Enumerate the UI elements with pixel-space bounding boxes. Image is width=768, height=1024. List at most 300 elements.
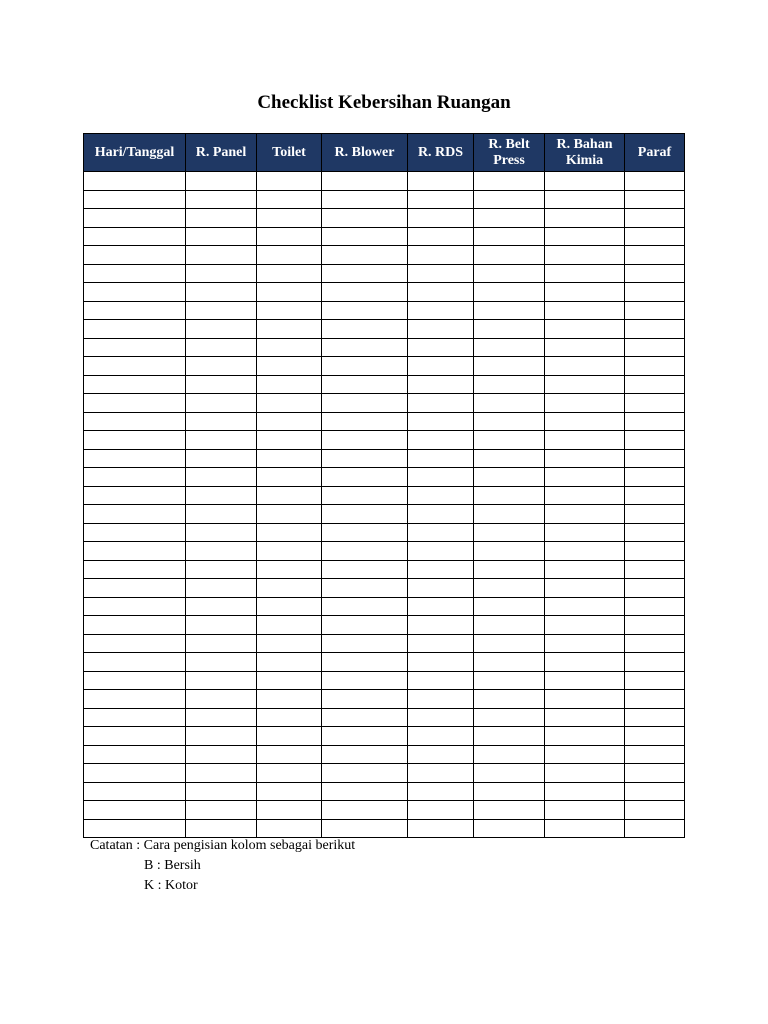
table-cell[interactable]: [474, 523, 545, 542]
column-header-r-belt-press: R. Belt Press: [474, 134, 545, 172]
table-cell[interactable]: [408, 357, 474, 376]
table-cell[interactable]: [625, 431, 685, 450]
table-cell[interactable]: [322, 264, 408, 283]
table-cell[interactable]: [625, 653, 685, 672]
table-cell[interactable]: [84, 394, 186, 413]
table-cell[interactable]: [84, 338, 186, 357]
table-cell[interactable]: [322, 486, 408, 505]
table-cell[interactable]: [545, 634, 625, 653]
table-cell[interactable]: [625, 597, 685, 616]
table-cell[interactable]: [408, 523, 474, 542]
table-cell[interactable]: [186, 283, 257, 302]
column-header-hari-tanggal: Hari/Tanggal: [84, 134, 186, 172]
table-cell[interactable]: [625, 375, 685, 394]
table-cell[interactable]: [186, 727, 257, 746]
table-cell[interactable]: [257, 801, 322, 820]
table-cell[interactable]: [186, 375, 257, 394]
table-cell[interactable]: [545, 597, 625, 616]
table-cell[interactable]: [322, 579, 408, 598]
table-cell[interactable]: [257, 338, 322, 357]
table-cell[interactable]: [625, 560, 685, 579]
table-cell[interactable]: [474, 449, 545, 468]
table-cell[interactable]: [474, 560, 545, 579]
table-cell[interactable]: [322, 727, 408, 746]
table-cell[interactable]: [257, 560, 322, 579]
table-cell[interactable]: [545, 227, 625, 246]
table-cell[interactable]: [408, 579, 474, 598]
table-cell[interactable]: [545, 375, 625, 394]
table-cell[interactable]: [474, 819, 545, 838]
table-cell[interactable]: [474, 727, 545, 746]
table-cell[interactable]: [545, 745, 625, 764]
table-cell[interactable]: [545, 523, 625, 542]
table-cell[interactable]: [625, 246, 685, 265]
table-cell[interactable]: [625, 634, 685, 653]
table-cell[interactable]: [186, 301, 257, 320]
table-cell[interactable]: [257, 486, 322, 505]
table-cell[interactable]: [625, 338, 685, 357]
table-cell[interactable]: [408, 801, 474, 820]
table-cell[interactable]: [474, 690, 545, 709]
table-cell[interactable]: [474, 264, 545, 283]
table-cell[interactable]: [257, 375, 322, 394]
table-cell[interactable]: [322, 764, 408, 783]
table-cell[interactable]: [474, 338, 545, 357]
table-cell[interactable]: [474, 708, 545, 727]
table-cell[interactable]: [186, 708, 257, 727]
table-cell[interactable]: [186, 671, 257, 690]
table-cell[interactable]: [322, 375, 408, 394]
column-header-paraf: Paraf: [625, 134, 685, 172]
table-cell[interactable]: [625, 727, 685, 746]
table-cell[interactable]: [625, 468, 685, 487]
table-cell[interactable]: [257, 412, 322, 431]
table-cell[interactable]: [545, 320, 625, 339]
table-cell[interactable]: [186, 190, 257, 209]
table-cell[interactable]: [408, 819, 474, 838]
notes-section: [90, 836, 355, 896]
table-cell[interactable]: [257, 394, 322, 413]
table-cell[interactable]: [322, 412, 408, 431]
table-cell[interactable]: [84, 708, 186, 727]
table-cell[interactable]: [84, 246, 186, 265]
table-cell[interactable]: [186, 634, 257, 653]
table-cell[interactable]: [408, 616, 474, 635]
table-cell[interactable]: [322, 523, 408, 542]
table-cell[interactable]: [474, 597, 545, 616]
table-cell[interactable]: [474, 301, 545, 320]
table-cell[interactable]: [545, 338, 625, 357]
table-row: [84, 227, 685, 246]
table-cell[interactable]: [186, 819, 257, 838]
table-cell[interactable]: [257, 246, 322, 265]
table-cell[interactable]: [408, 486, 474, 505]
table-cell[interactable]: [625, 542, 685, 561]
table-cell[interactable]: [625, 486, 685, 505]
table-cell[interactable]: [84, 301, 186, 320]
table-cell[interactable]: [625, 357, 685, 376]
table-cell[interactable]: [474, 227, 545, 246]
table-cell[interactable]: [84, 764, 186, 783]
table-cell[interactable]: [545, 468, 625, 487]
table-cell[interactable]: [408, 375, 474, 394]
table-cell[interactable]: [84, 209, 186, 228]
table-cell[interactable]: [322, 227, 408, 246]
table-cell[interactable]: [625, 283, 685, 302]
table-cell[interactable]: [408, 653, 474, 672]
table-cell[interactable]: [322, 505, 408, 524]
table-cell[interactable]: [545, 671, 625, 690]
table-cell[interactable]: [186, 579, 257, 598]
table-cell[interactable]: [322, 449, 408, 468]
table-cell[interactable]: [625, 412, 685, 431]
table-cell[interactable]: [84, 819, 186, 838]
table-cell[interactable]: [186, 412, 257, 431]
table-cell[interactable]: [545, 801, 625, 820]
table-cell[interactable]: [474, 431, 545, 450]
table-cell[interactable]: [408, 745, 474, 764]
table-cell[interactable]: [322, 634, 408, 653]
table-cell[interactable]: [625, 394, 685, 413]
table-cell[interactable]: [186, 172, 257, 191]
table-cell[interactable]: [625, 801, 685, 820]
table-cell[interactable]: [545, 264, 625, 283]
table-cell[interactable]: [84, 597, 186, 616]
table-cell[interactable]: [257, 431, 322, 450]
table-cell[interactable]: [257, 708, 322, 727]
table-cell[interactable]: [545, 394, 625, 413]
table-cell[interactable]: [257, 579, 322, 598]
table-cell[interactable]: [625, 505, 685, 524]
table-cell[interactable]: [545, 616, 625, 635]
table-cell[interactable]: [257, 301, 322, 320]
table-cell[interactable]: [545, 690, 625, 709]
table-cell[interactable]: [322, 209, 408, 228]
table-cell[interactable]: [84, 190, 186, 209]
table-cell[interactable]: [186, 246, 257, 265]
table-cell[interactable]: [186, 338, 257, 357]
table-cell[interactable]: [545, 301, 625, 320]
table-cell[interactable]: [408, 394, 474, 413]
table-cell[interactable]: [84, 634, 186, 653]
table-cell[interactable]: [84, 283, 186, 302]
table-cell[interactable]: [84, 745, 186, 764]
table-cell[interactable]: [408, 172, 474, 191]
table-cell[interactable]: [322, 690, 408, 709]
table-cell[interactable]: [474, 375, 545, 394]
table-cell[interactable]: [625, 745, 685, 764]
table-cell[interactable]: [322, 394, 408, 413]
table-cell[interactable]: [408, 449, 474, 468]
table-cell[interactable]: [257, 782, 322, 801]
table-cell[interactable]: [474, 320, 545, 339]
table-cell[interactable]: [322, 190, 408, 209]
table-cell[interactable]: [625, 449, 685, 468]
table-cell[interactable]: [625, 819, 685, 838]
table-cell[interactable]: [186, 209, 257, 228]
table-cell[interactable]: [474, 579, 545, 598]
table-cell[interactable]: [474, 357, 545, 376]
table-cell[interactable]: [257, 505, 322, 524]
table-cell[interactable]: [84, 579, 186, 598]
table-cell[interactable]: [257, 597, 322, 616]
table-cell[interactable]: [322, 172, 408, 191]
table-cell[interactable]: [625, 264, 685, 283]
table-row: [84, 338, 685, 357]
table-cell[interactable]: [408, 338, 474, 357]
table-cell[interactable]: [545, 560, 625, 579]
table-cell[interactable]: [322, 560, 408, 579]
table-cell[interactable]: [322, 653, 408, 672]
table-cell[interactable]: [408, 468, 474, 487]
column-header-r-blower: R. Blower: [322, 134, 408, 172]
table-cell[interactable]: [474, 246, 545, 265]
table-cell[interactable]: [257, 542, 322, 561]
table-cell[interactable]: [545, 172, 625, 191]
table-cell[interactable]: [474, 412, 545, 431]
table-cell[interactable]: [408, 320, 474, 339]
table-cell[interactable]: [84, 468, 186, 487]
table-cell[interactable]: [186, 782, 257, 801]
table-cell[interactable]: [257, 523, 322, 542]
table-cell[interactable]: [474, 394, 545, 413]
table-cell[interactable]: [625, 190, 685, 209]
table-cell[interactable]: [474, 190, 545, 209]
table-cell[interactable]: [186, 505, 257, 524]
table-cell[interactable]: [322, 357, 408, 376]
table-cell[interactable]: [257, 190, 322, 209]
table-cell[interactable]: [408, 708, 474, 727]
table-cell[interactable]: [257, 264, 322, 283]
table-cell[interactable]: [84, 616, 186, 635]
table-cell[interactable]: [257, 745, 322, 764]
table-cell[interactable]: [408, 671, 474, 690]
table-cell[interactable]: [84, 431, 186, 450]
table-cell[interactable]: [257, 468, 322, 487]
table-cell[interactable]: [322, 782, 408, 801]
table-cell[interactable]: [408, 634, 474, 653]
table-cell[interactable]: [625, 579, 685, 598]
table-cell[interactable]: [474, 616, 545, 635]
table-cell[interactable]: [257, 819, 322, 838]
table-body: [84, 172, 685, 838]
table-cell[interactable]: [257, 727, 322, 746]
table-row: [84, 190, 685, 209]
table-cell[interactable]: [186, 264, 257, 283]
table-cell[interactable]: [545, 190, 625, 209]
table-cell[interactable]: [186, 653, 257, 672]
table-cell[interactable]: [322, 246, 408, 265]
table-cell[interactable]: [257, 449, 322, 468]
table-cell[interactable]: [408, 301, 474, 320]
table-cell[interactable]: [474, 634, 545, 653]
table-cell[interactable]: [474, 653, 545, 672]
table-cell[interactable]: [545, 412, 625, 431]
table-cell[interactable]: [186, 227, 257, 246]
table-cell[interactable]: [408, 542, 474, 561]
table-row: [84, 283, 685, 302]
table-cell[interactable]: [257, 172, 322, 191]
table-cell[interactable]: [408, 764, 474, 783]
table-cell[interactable]: [545, 246, 625, 265]
table-cell[interactable]: [545, 542, 625, 561]
table-cell[interactable]: [545, 486, 625, 505]
table-cell[interactable]: [474, 782, 545, 801]
table-cell[interactable]: [322, 338, 408, 357]
table-cell[interactable]: [186, 394, 257, 413]
table-cell[interactable]: [322, 819, 408, 838]
table-cell[interactable]: [186, 764, 257, 783]
table-cell[interactable]: [474, 542, 545, 561]
table-cell[interactable]: [186, 486, 257, 505]
table-cell[interactable]: [84, 172, 186, 191]
table-cell[interactable]: [322, 597, 408, 616]
table-cell[interactable]: [408, 560, 474, 579]
table-cell[interactable]: [257, 616, 322, 635]
table-cell[interactable]: [84, 801, 186, 820]
table-cell[interactable]: [625, 690, 685, 709]
table-cell[interactable]: [545, 431, 625, 450]
table-cell[interactable]: [257, 671, 322, 690]
table-cell[interactable]: [186, 616, 257, 635]
table-cell[interactable]: [545, 357, 625, 376]
table-cell[interactable]: [84, 264, 186, 283]
table-cell[interactable]: [474, 486, 545, 505]
table-cell[interactable]: [474, 764, 545, 783]
table-cell[interactable]: [186, 690, 257, 709]
table-cell[interactable]: [474, 671, 545, 690]
table-cell[interactable]: [625, 782, 685, 801]
table-cell[interactable]: [322, 320, 408, 339]
table-cell[interactable]: [474, 283, 545, 302]
table-cell[interactable]: [545, 819, 625, 838]
table-cell[interactable]: [625, 172, 685, 191]
table-cell[interactable]: [625, 209, 685, 228]
table-cell[interactable]: [474, 745, 545, 764]
table-cell[interactable]: [474, 209, 545, 228]
table-cell[interactable]: [257, 357, 322, 376]
table-cell[interactable]: [545, 764, 625, 783]
table-cell[interactable]: [322, 708, 408, 727]
table-cell[interactable]: [257, 653, 322, 672]
table-cell[interactable]: [186, 523, 257, 542]
table-cell[interactable]: [625, 616, 685, 635]
table-cell[interactable]: [625, 708, 685, 727]
table-cell[interactable]: [408, 505, 474, 524]
table-cell[interactable]: [474, 468, 545, 487]
table-cell[interactable]: [408, 246, 474, 265]
table-cell[interactable]: [408, 209, 474, 228]
table-cell[interactable]: [408, 190, 474, 209]
table-cell[interactable]: [84, 653, 186, 672]
table-cell[interactable]: [257, 227, 322, 246]
table-cell[interactable]: [84, 523, 186, 542]
table-cell[interactable]: [186, 801, 257, 820]
table-cell[interactable]: [625, 301, 685, 320]
table-cell[interactable]: [322, 301, 408, 320]
table-cell[interactable]: [84, 486, 186, 505]
table-cell[interactable]: [322, 616, 408, 635]
table-cell[interactable]: [408, 227, 474, 246]
table-cell[interactable]: [186, 320, 257, 339]
table-cell[interactable]: [408, 690, 474, 709]
table-cell[interactable]: [186, 357, 257, 376]
table-cell[interactable]: [322, 745, 408, 764]
table-cell[interactable]: [408, 597, 474, 616]
table-cell[interactable]: [322, 801, 408, 820]
table-cell[interactable]: [322, 431, 408, 450]
table-cell[interactable]: [84, 542, 186, 561]
table-cell[interactable]: [545, 209, 625, 228]
table-cell[interactable]: [545, 449, 625, 468]
table-cell[interactable]: [84, 690, 186, 709]
table-cell[interactable]: [322, 283, 408, 302]
table-cell[interactable]: [408, 283, 474, 302]
table-cell[interactable]: [257, 209, 322, 228]
table-cell[interactable]: [257, 634, 322, 653]
table-cell[interactable]: [408, 431, 474, 450]
table-cell[interactable]: [186, 542, 257, 561]
table-cell[interactable]: [625, 764, 685, 783]
table-cell[interactable]: [545, 505, 625, 524]
table-cell[interactable]: [408, 782, 474, 801]
table-cell[interactable]: [186, 560, 257, 579]
table-cell[interactable]: [186, 745, 257, 764]
table-cell[interactable]: [84, 320, 186, 339]
table-cell[interactable]: [408, 264, 474, 283]
table-cell[interactable]: [474, 801, 545, 820]
table-cell[interactable]: [408, 412, 474, 431]
table-cell[interactable]: [186, 431, 257, 450]
table-cell[interactable]: [625, 227, 685, 246]
table-cell[interactable]: [545, 653, 625, 672]
table-cell[interactable]: [257, 320, 322, 339]
table-cell[interactable]: [84, 505, 186, 524]
table-cell[interactable]: [625, 320, 685, 339]
table-cell[interactable]: [474, 172, 545, 191]
table-cell[interactable]: [84, 782, 186, 801]
table-row: [84, 727, 685, 746]
table-cell[interactable]: [545, 283, 625, 302]
table-cell[interactable]: [322, 542, 408, 561]
table-cell[interactable]: [257, 690, 322, 709]
table-cell[interactable]: [186, 597, 257, 616]
table-cell[interactable]: [84, 412, 186, 431]
table-cell[interactable]: [186, 468, 257, 487]
table-cell[interactable]: [84, 449, 186, 468]
table-cell[interactable]: [322, 671, 408, 690]
table-cell[interactable]: [322, 468, 408, 487]
table-cell[interactable]: [186, 449, 257, 468]
table-cell[interactable]: [545, 727, 625, 746]
table-cell[interactable]: [545, 708, 625, 727]
table-cell[interactable]: [84, 357, 186, 376]
table-row: [84, 505, 685, 524]
table-cell[interactable]: [84, 227, 186, 246]
table-cell[interactable]: [84, 375, 186, 394]
table-cell[interactable]: [84, 560, 186, 579]
table-cell[interactable]: [625, 523, 685, 542]
table-cell[interactable]: [474, 505, 545, 524]
table-cell[interactable]: [257, 283, 322, 302]
table-cell[interactable]: [545, 579, 625, 598]
table-cell[interactable]: [84, 727, 186, 746]
table-cell[interactable]: [408, 727, 474, 746]
table-cell[interactable]: [84, 671, 186, 690]
table-cell[interactable]: [625, 671, 685, 690]
table-cell[interactable]: [257, 764, 322, 783]
table-cell[interactable]: [545, 782, 625, 801]
